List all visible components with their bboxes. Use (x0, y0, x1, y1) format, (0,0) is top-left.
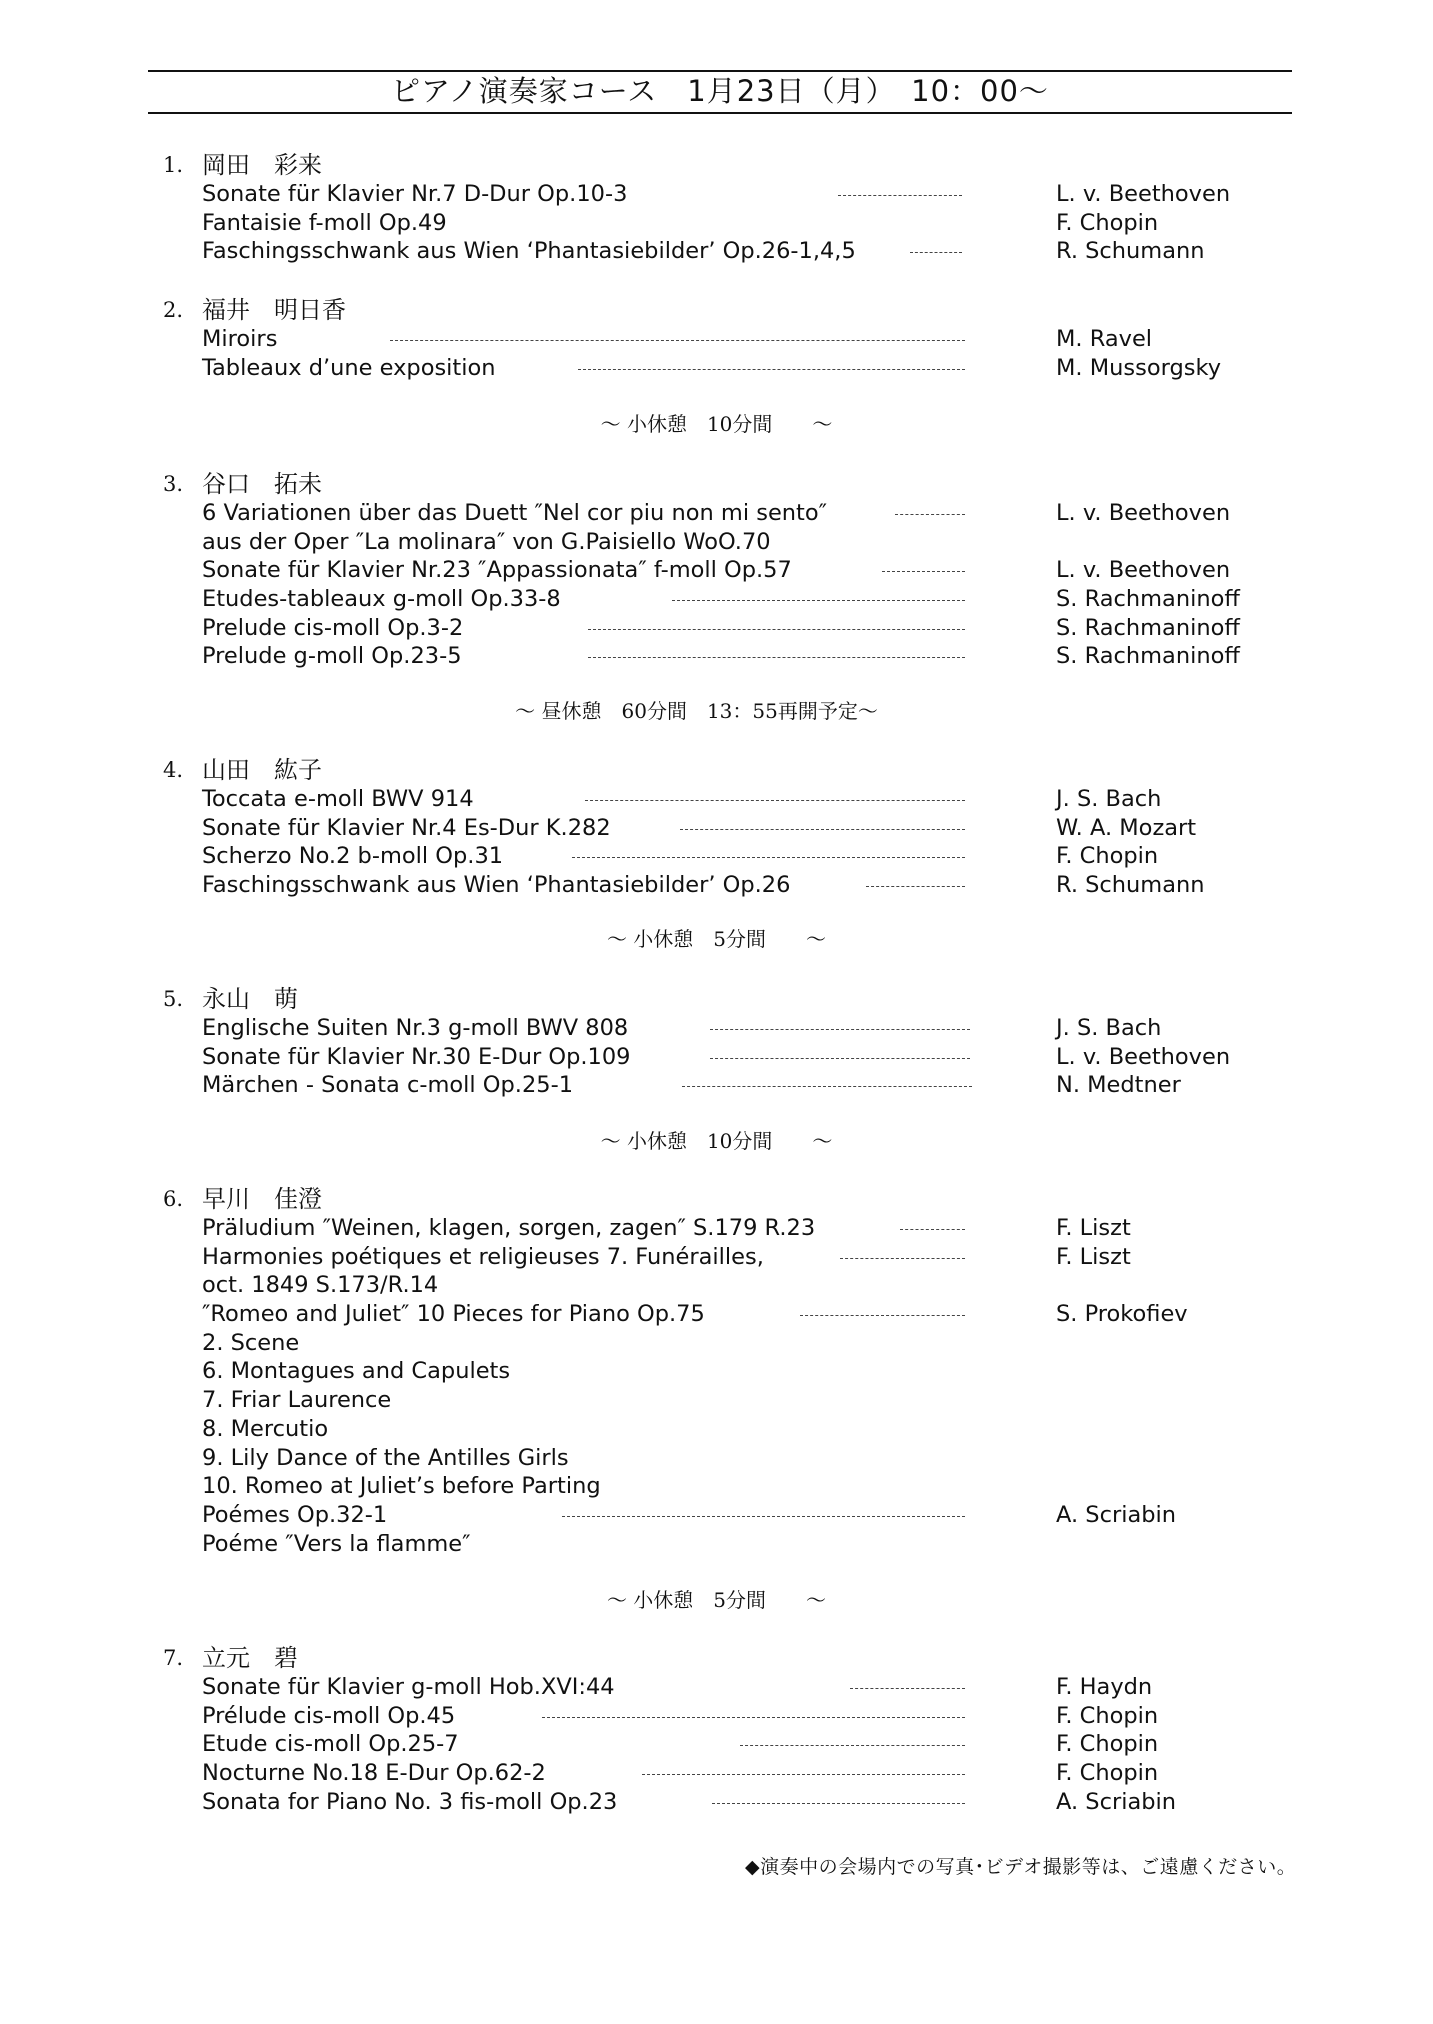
performer-name: 谷口 拓未 (202, 470, 322, 498)
performer-name: 岡田 彩来 (202, 151, 322, 179)
performer-block (160, 469, 1300, 671)
work-row (160, 1243, 1300, 1272)
performer-number: 5. (163, 987, 184, 1011)
composer-name: F. Chopin (1056, 1760, 1159, 1787)
work-row (160, 1300, 1300, 1329)
performer-number: 7. (163, 1646, 184, 1670)
composer-name: R. Schumann (1056, 238, 1205, 265)
work-row (160, 1071, 1300, 1100)
break-notice (0, 1586, 1433, 1614)
composer-name: S. Rachmaninoff (1056, 586, 1240, 613)
performer-heading (160, 755, 1300, 785)
performer-block (160, 1643, 1300, 1816)
work-title: Prélude cis-moll Op.45 (202, 1702, 456, 1729)
break-tail: ～ (806, 1588, 827, 1612)
performer-block (160, 150, 1300, 266)
composer-name: S. Rachmaninoff (1056, 614, 1240, 641)
composer-name: F. Chopin (1056, 209, 1159, 236)
work-row (160, 209, 1300, 238)
leader-dots (680, 829, 965, 830)
work-title: Toccata e-moll BWV 914 (202, 786, 474, 812)
work-title: Sonate für Klavier g-moll Hob.XVI:44 (202, 1674, 615, 1700)
leader-dots (390, 340, 965, 341)
work-row (160, 1501, 1300, 1530)
break-text: ～ 昼休憩 60分間 13：55再開予定～ (515, 699, 878, 723)
composer-name: M. Mussorgsky (1056, 354, 1222, 381)
work-row (160, 585, 1300, 614)
composer-name: F. Chopin (1056, 1731, 1159, 1758)
work-row (160, 1472, 1300, 1501)
break-text: ～ 小休憩 10分間 (600, 412, 773, 436)
leader-dots (866, 886, 965, 887)
performer-name: 早川 佳澄 (202, 1185, 322, 1213)
work-row (160, 1530, 1300, 1559)
work-row (160, 1357, 1300, 1386)
leader-dots (710, 1058, 970, 1059)
work-row (160, 1788, 1300, 1817)
leader-dots (710, 1029, 970, 1030)
work-row (160, 785, 1300, 814)
composer-name: L. v. Beethoven (1056, 181, 1231, 207)
composer-name: F. Chopin (1056, 1702, 1159, 1729)
work-title: 6 Variationen über das Duett ″Nel cor piu non mi sento″ (202, 500, 828, 526)
performer-block (160, 1184, 1300, 1558)
program-header (148, 70, 1292, 114)
composer-name: S. Rachmaninoff (1056, 643, 1240, 670)
work-row (160, 1214, 1300, 1243)
composer-name: F. Liszt (1056, 1243, 1131, 1270)
leader-dots (682, 1086, 972, 1087)
work-row (160, 1702, 1300, 1731)
performer-name: 山田 紘子 (202, 756, 322, 784)
break-notice (0, 410, 1433, 438)
leader-dots (562, 1516, 965, 1517)
work-title: Sonate für Klavier Nr.7 D-Dur Op.10-3 (202, 181, 628, 207)
work-title: Fantaisie f-moll Op.49 (202, 209, 447, 236)
work-title: Etude cis-moll Op.25-7 (202, 1731, 459, 1758)
work-title: Poémes Op.32-1 (202, 1501, 388, 1528)
work-title: Märchen - Sonata c-moll Op.25-1 (202, 1072, 574, 1099)
composer-name: F. Liszt (1056, 1215, 1131, 1241)
leader-dots (840, 1258, 965, 1259)
break-tail: ～ (806, 927, 827, 951)
performer-heading (160, 984, 1300, 1014)
work-row (160, 1386, 1300, 1415)
work-title: 10. Romeo at Juliet’s before Parting (202, 1473, 601, 1500)
work-title: ″Romeo and Juliet″ 10 Pieces for Piano Op.75 (202, 1301, 705, 1328)
break-notice (0, 1127, 1433, 1155)
photography-notice: ◆演奏中の会場内での写真･ビデオ撮影等は、ご遠慮ください。 (745, 1856, 1297, 1878)
work-title: Sonata for Piano No. 3 fis-moll Op.23 (202, 1788, 618, 1815)
work-title: Sonate für Klavier Nr.23 ″Appassionata″ f-moll Op.57 (202, 557, 792, 584)
break-text: ～ 小休憩 5分間 (606, 1588, 767, 1612)
composer-name: F. Haydn (1056, 1674, 1153, 1700)
leader-dots (542, 1717, 965, 1718)
leader-dots (588, 657, 965, 658)
leader-dots (672, 600, 965, 601)
composer-name: L. v. Beethoven (1056, 500, 1231, 526)
break-tail: ～ (812, 412, 833, 436)
composer-name: J. S. Bach (1056, 786, 1162, 812)
work-row (160, 556, 1300, 585)
performer-name: 福井 明日香 (202, 296, 346, 324)
work-row (160, 814, 1300, 843)
work-row (160, 1730, 1300, 1759)
composer-name: A. Scriabin (1056, 1501, 1177, 1528)
work-row (160, 325, 1300, 354)
work-row (160, 1329, 1300, 1358)
composer-name: L. v. Beethoven (1056, 1043, 1231, 1070)
performer-heading (160, 295, 1300, 325)
performer-block (160, 295, 1300, 382)
leader-dots (572, 857, 965, 858)
work-title: Tableaux d’une exposition (202, 354, 496, 381)
composer-name: A. Scriabin (1056, 1788, 1177, 1815)
work-row (160, 1673, 1300, 1702)
performer-name: 立元 碧 (202, 1644, 298, 1672)
performer-block (160, 984, 1300, 1100)
break-text: ～ 小休憩 5分間 (606, 927, 767, 951)
work-row (160, 237, 1300, 266)
composer-name: J. S. Bach (1056, 1015, 1162, 1041)
composer-name: R. Schumann (1056, 872, 1205, 899)
work-title: Sonate für Klavier Nr.4 Es-Dur K.282 (202, 814, 611, 841)
work-row (160, 1415, 1300, 1444)
work-row (160, 642, 1300, 671)
performer-heading (160, 469, 1300, 499)
leader-dots (642, 1774, 965, 1775)
work-row (160, 528, 1300, 557)
work-title: Etudes-tableaux g-moll Op.33-8 (202, 586, 561, 613)
work-title: aus der Oper ″La molinara″ von G.Paisiello WoO.70 (202, 528, 771, 555)
leader-dots (800, 1315, 965, 1316)
work-title: Scherzo No.2 b-moll Op.31 (202, 843, 504, 870)
work-title: 7. Friar Laurence (202, 1387, 392, 1414)
work-title: Faschingsschwank aus Wien ‘Phantasiebilder’ Op.26-1,4,5 (202, 238, 856, 265)
composer-name: S. Prokofiev (1056, 1301, 1188, 1328)
work-title: Miroirs (202, 326, 278, 352)
work-title: 8. Mercutio (202, 1415, 329, 1442)
performer-heading (160, 1643, 1300, 1673)
composer-name: L. v. Beethoven (1056, 557, 1231, 584)
composer-name: F. Chopin (1056, 843, 1159, 870)
work-row (160, 354, 1300, 383)
leader-dots (740, 1745, 965, 1746)
performer-block (160, 755, 1300, 900)
composer-name: W. A. Mozart (1056, 814, 1197, 841)
work-title: Englische Suiten Nr.3 g-moll BWV 808 (202, 1015, 629, 1041)
work-row (160, 1444, 1300, 1473)
work-title: Poéme ″Vers la flamme″ (202, 1530, 471, 1557)
leader-dots (712, 1803, 965, 1804)
performer-number: 4. (163, 758, 184, 782)
work-row (160, 1014, 1300, 1043)
performer-heading (160, 150, 1300, 180)
break-text: ～ 小休憩 10分間 (600, 1129, 773, 1153)
work-row (160, 499, 1300, 528)
leader-dots (578, 369, 965, 370)
leader-dots (910, 252, 962, 253)
leader-dots (882, 571, 965, 572)
leader-dots (850, 1688, 965, 1689)
break-notice (0, 697, 1433, 725)
leader-dots (895, 514, 965, 515)
work-title: Nocturne No.18 E-Dur Op.62-2 (202, 1760, 546, 1787)
work-row (160, 871, 1300, 900)
work-title: 6. Montagues and Capulets (202, 1358, 511, 1385)
work-title: Prelude cis-moll Op.3-2 (202, 614, 464, 641)
performer-number: 2. (163, 298, 184, 322)
work-title: Sonate für Klavier Nr.30 E-Dur Op.109 (202, 1043, 631, 1070)
work-row (160, 1271, 1300, 1300)
leader-dots (838, 195, 962, 196)
performer-heading (160, 1184, 1300, 1214)
break-notice (0, 925, 1433, 953)
work-title: Präludium ″Weinen, klagen, sorgen, zagen″ S.179 R.23 (202, 1215, 816, 1241)
page-title: ピアノ演奏家コース 1月23日（月） 10：00～ (391, 74, 1049, 108)
break-tail: ～ (812, 1129, 833, 1153)
leader-dots (585, 800, 965, 801)
work-title: Prelude g-moll Op.23-5 (202, 643, 462, 670)
performer-number: 3. (163, 472, 184, 496)
work-title: Harmonies poétiques et religieuses 7. Funérailles, (202, 1243, 764, 1270)
composer-name: M. Ravel (1056, 326, 1153, 352)
leader-dots (900, 1229, 965, 1230)
work-row (160, 842, 1300, 871)
work-row (160, 1759, 1300, 1788)
work-title: Faschingsschwank aus Wien ‘Phantasiebilder’ Op.26 (202, 872, 791, 899)
work-row (160, 1043, 1300, 1072)
performer-number: 1. (163, 153, 184, 177)
performer-number: 6. (163, 1187, 184, 1211)
work-title: 9. Lily Dance of the Antilles Girls (202, 1444, 569, 1471)
performer-name: 永山 萌 (202, 985, 298, 1013)
composer-name: N. Medtner (1056, 1072, 1181, 1099)
work-title: 2. Scene (202, 1329, 300, 1356)
work-row (160, 614, 1300, 643)
work-row (160, 180, 1300, 209)
work-title: oct. 1849 S.173/R.14 (202, 1272, 439, 1299)
leader-dots (588, 629, 965, 630)
